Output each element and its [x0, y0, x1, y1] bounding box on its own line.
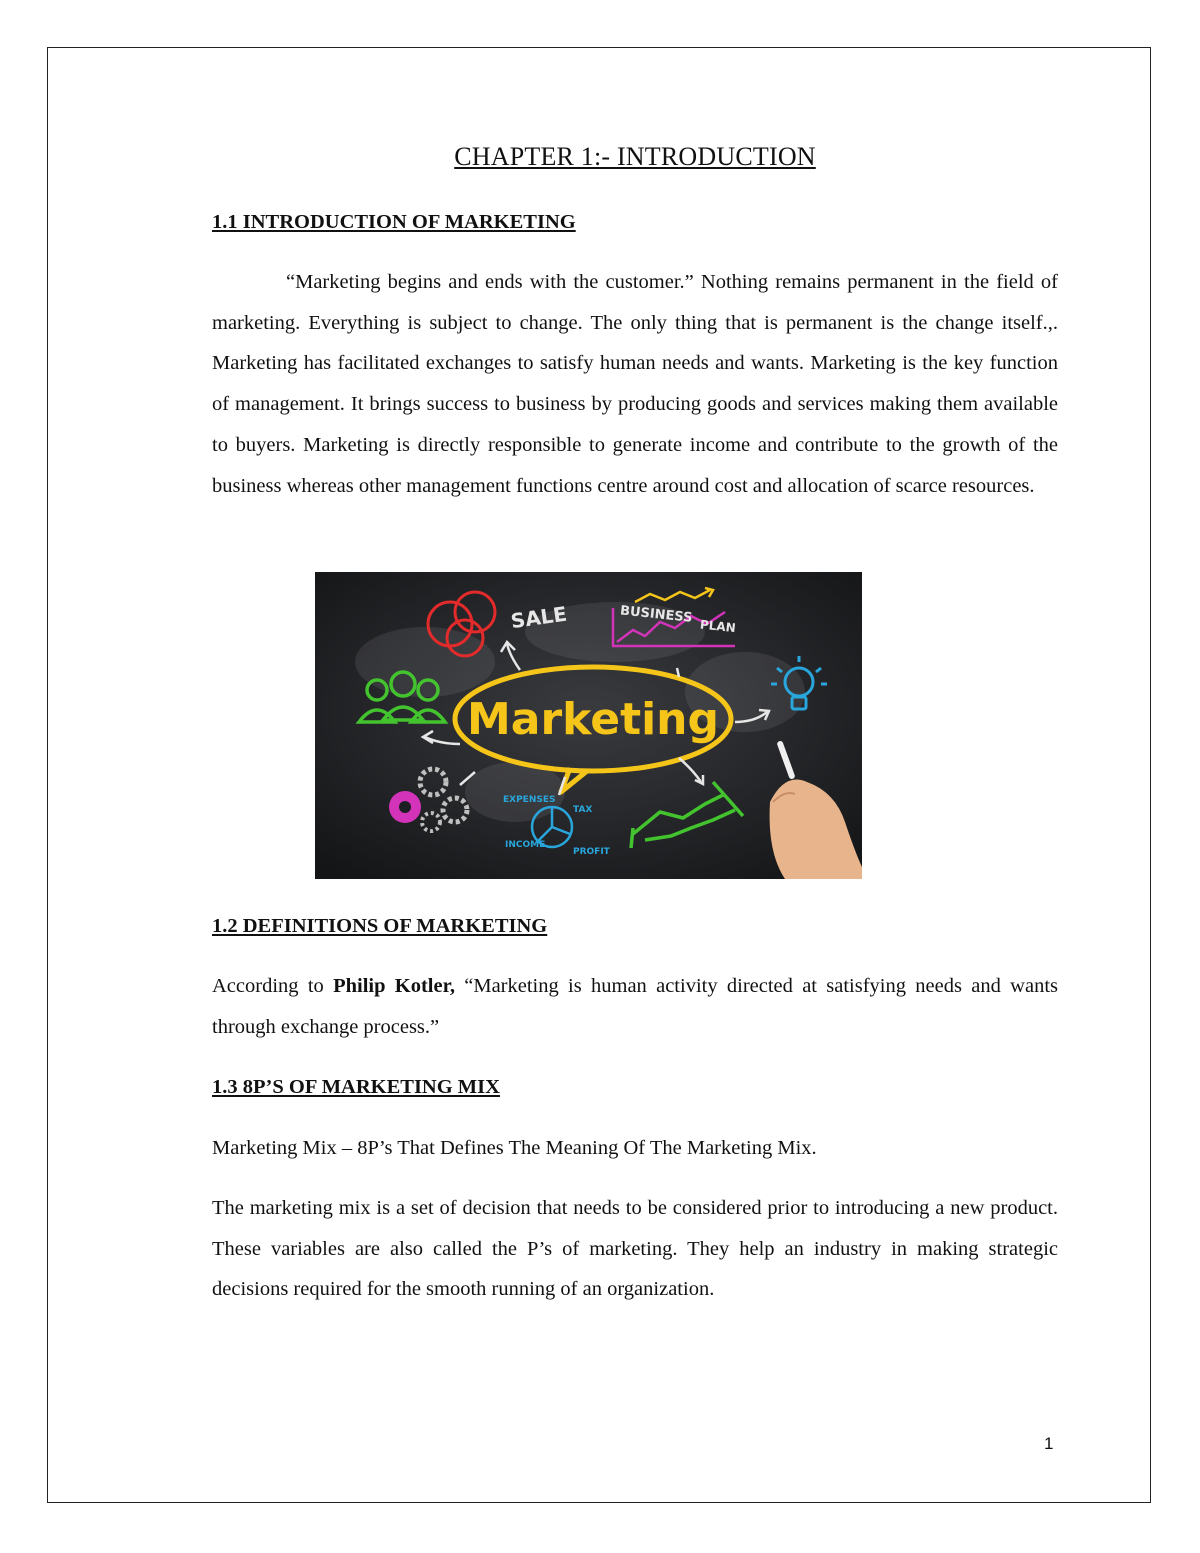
definition-quote: “Marketing is human activity directed at satisfying needs and wants through exchange process.”: [212, 975, 1058, 1038]
section-heading-marketing-mix: 1.3 8P’S OF MARKETING MIX: [212, 1076, 500, 1098]
expenses-label: EXPENSES: [503, 795, 556, 805]
business-label: BUSINESS: [619, 603, 694, 626]
philip-kotler-name: Philip Kotler,: [333, 975, 455, 997]
plan-label: PLAN: [699, 617, 737, 636]
intro-paragraph: “Marketing begins and ends with the customer.” Nothing remains permanent in the field of marketing. Everything is subject to change. The only thing that is permanent is the change itself.,. Marketing has facilitated exchanges to satisfy human needs and wants. Marketing is the key function of management. It brings success to business by producing goods and services making them available to buyers. Marketing is directly responsible to generate income and contribute to the growth of the business whereas other management functions centre around cost and allocation of scarce resources.: [212, 271, 1058, 497]
tax-label: TAX: [573, 805, 593, 815]
section-heading-definitions: 1.2 DEFINITIONS OF MARKETING: [212, 915, 548, 937]
definition-prefix: According to: [212, 975, 334, 997]
definition-paragraph: [212, 966, 1058, 1047]
chapter-title: CHAPTER 1:- INTRODUCTION: [454, 142, 816, 171]
marketing-word: Marketing: [466, 694, 720, 745]
sale-label: SALE: [509, 601, 569, 634]
section-heading-intro: 1.1 INTRODUCTION OF MARKETING: [212, 211, 576, 233]
marketing-chalkboard-image: [315, 572, 862, 879]
marketing-mix-subtitle: Marketing Mix – 8P’s That Defines The Meaning Of The Marketing Mix.: [212, 1137, 817, 1159]
marketing-mix-paragraph: The marketing mix is a set of decision that needs to be considered prior to introducing a new product. These variables are also called the P’s of marketing. They help an industry in making strategic decisions required for the smooth running of an organization.: [212, 1197, 1058, 1301]
profit-label: PROFIT: [573, 847, 610, 857]
income-label: INCOME: [505, 840, 546, 850]
page-number: 1: [1044, 1434, 1054, 1453]
document-content: [212, 140, 1058, 1301]
